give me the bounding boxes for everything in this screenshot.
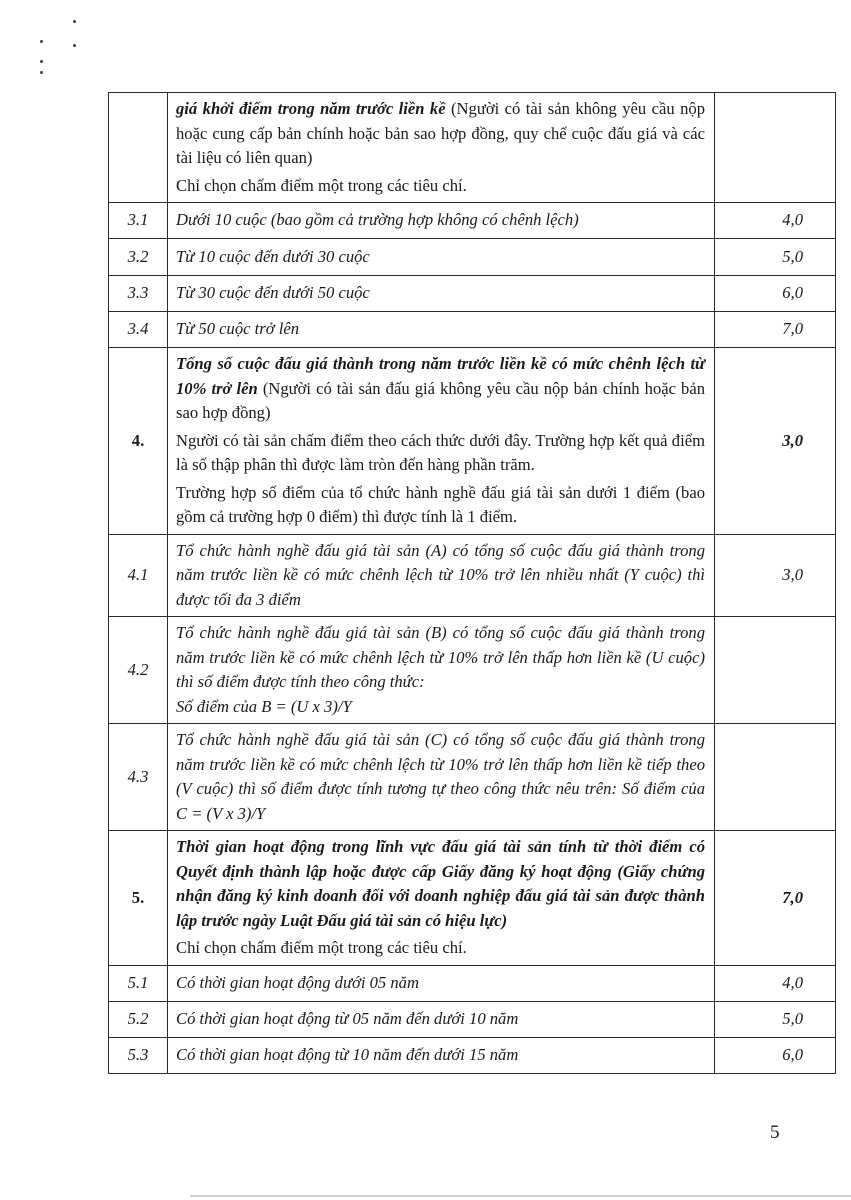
criterion-description: Có thời gian hoạt động từ 05 năm đến dưới 10 năm xyxy=(168,1001,715,1037)
criterion-score: 3,0 xyxy=(715,348,836,535)
criterion-score: 3,0 xyxy=(715,534,836,617)
criterion-score: 6,0 xyxy=(715,276,836,312)
criterion-heading-note: (Người có tài sản đấu giá không yêu cầu nộp bản chính hoặc bản sao hợp đồng) xyxy=(176,378,705,422)
criterion-score: 6,0 xyxy=(715,1037,836,1073)
criterion-number: 3.3 xyxy=(109,276,168,312)
criterion-description: Có thời gian hoạt động từ 10 năm đến dưới 15 năm xyxy=(168,1037,715,1073)
criterion-description: Dưới 10 cuộc (bao gồm cả trường hợp không có chênh lệch) xyxy=(168,203,715,239)
criterion-description: Tổ chức hành nghề đấu giá tài sản (C) có tổng số cuộc đấu giá thành trong năm trước liền kề có mức chênh lệch từ 10% trở lên thấp hơn liền kề tiếp theo (V cuộc) thì số điểm được tính tương tự theo công thức nêu trên: Số điểm của C = (V x 3)/Y xyxy=(168,724,715,831)
criterion-number: 5.2 xyxy=(109,1001,168,1037)
criterion-number: 4.1 xyxy=(109,534,168,617)
criterion-description: Từ 10 cuộc đến dưới 30 cuộc xyxy=(168,239,715,276)
criterion-instruction: Chỉ chọn chấm điểm một trong các tiêu chí. xyxy=(176,938,467,957)
criterion-description: Có thời gian hoạt động dưới 05 năm xyxy=(168,965,715,1001)
criterion-number xyxy=(109,93,168,203)
criterion-score: 5,0 xyxy=(715,239,836,276)
criterion-description: Tổ chức hành nghề đấu giá tài sản (A) có tổng số cuộc đấu giá thành trong năm trước liền kề có mức chênh lệch từ 10% trở lên nhiều nhất (Y cuộc) thì được tối đa 3 điểm xyxy=(168,534,715,617)
page-number: 5 xyxy=(770,1122,780,1143)
table-row xyxy=(109,1001,836,1037)
criterion-heading: Tổng số cuộc đấu giá thành trong năm trước liền kề có mức chênh lệch từ 10% trở lên xyxy=(176,354,705,398)
criterion-description xyxy=(168,831,715,966)
table-row xyxy=(109,965,836,1001)
table-row xyxy=(109,93,836,203)
table-row xyxy=(109,534,836,617)
criterion-score xyxy=(715,724,836,831)
scoring-criteria-table xyxy=(108,92,836,1074)
table-row xyxy=(109,203,836,239)
criterion-heading: giá khởi điểm trong năm trước liền kề xyxy=(176,99,446,118)
criterion-text: Tổ chức hành nghề đấu giá tài sản (B) có tổng số cuộc đấu giá thành trong năm trước liền kề có mức chênh lệch từ 10% trở lên thấp hơn liền kề (U cuộc) thì số điểm được tính theo công thức: xyxy=(176,623,705,691)
criterion-score: 4,0 xyxy=(715,203,836,239)
scan-edge-line xyxy=(190,1195,851,1197)
criterion-instruction: Chỉ chọn chấm điểm một trong các tiêu chí. xyxy=(176,175,467,195)
criterion-number: 3.1 xyxy=(109,203,168,239)
criterion-number: 3.2 xyxy=(109,239,168,276)
criterion-score xyxy=(715,617,836,724)
criterion-score xyxy=(715,93,836,203)
criterion-description: Từ 30 cuộc đến dưới 50 cuộc xyxy=(168,276,715,312)
table-row xyxy=(109,276,836,312)
criterion-instruction: Người có tài sản chấm điểm theo cách thức dưới đây. Trường hợp kết quả điểm là số thập phân thì được làm tròn đến hàng phần trăm. xyxy=(176,430,705,474)
criterion-number: 4. xyxy=(109,348,168,535)
table-row xyxy=(109,239,836,276)
criterion-score: 7,0 xyxy=(715,312,836,348)
table-row xyxy=(109,831,836,966)
criterion-number: 4.3 xyxy=(109,724,168,831)
criterion-description xyxy=(168,617,715,724)
criterion-instruction: Trường hợp số điểm của tổ chức hành nghề đấu giá tài sản dưới 1 điểm (bao gồm cả trường hợp 0 điểm) thì được tính là 1 điểm. xyxy=(176,482,705,526)
criterion-number: 5. xyxy=(109,831,168,966)
criterion-description xyxy=(168,93,715,203)
table-row xyxy=(109,348,836,535)
table-row xyxy=(109,312,836,348)
criterion-number: 3.4 xyxy=(109,312,168,348)
criterion-description: Từ 50 cuộc trở lên xyxy=(168,312,715,348)
criterion-score: 5,0 xyxy=(715,1001,836,1037)
table-row xyxy=(109,724,836,831)
criterion-formula: Số điểm của B = (U x 3)/Y xyxy=(176,696,352,716)
criterion-number: 5.1 xyxy=(109,965,168,1001)
criterion-description xyxy=(168,348,715,535)
criterion-score: 4,0 xyxy=(715,965,836,1001)
criterion-number: 4.2 xyxy=(109,617,168,724)
criterion-heading-note: (Người có tài sản không yêu cầu nộp hoặc cung cấp bản chính hoặc bản sao hợp đồng, quy chế cuộc đấu giá và các tài liệu có liên quan) xyxy=(176,99,705,167)
criterion-number: 5.3 xyxy=(109,1037,168,1073)
criterion-score: 7,0 xyxy=(715,831,836,966)
table-row xyxy=(109,1037,836,1073)
table-row xyxy=(109,617,836,724)
criterion-heading: Thời gian hoạt động trong lĩnh vực đấu giá tài sản tính từ thời điểm có Quyết định thành lập hoặc được cấp Giấy đăng ký hoạt động (Giấy chứng nhận đăng ký kinh doanh đối với doanh nghiệp đấu giá tài sản được thành lập trước ngày Luật Đấu giá tài sản có hiệu lực) xyxy=(176,837,705,930)
